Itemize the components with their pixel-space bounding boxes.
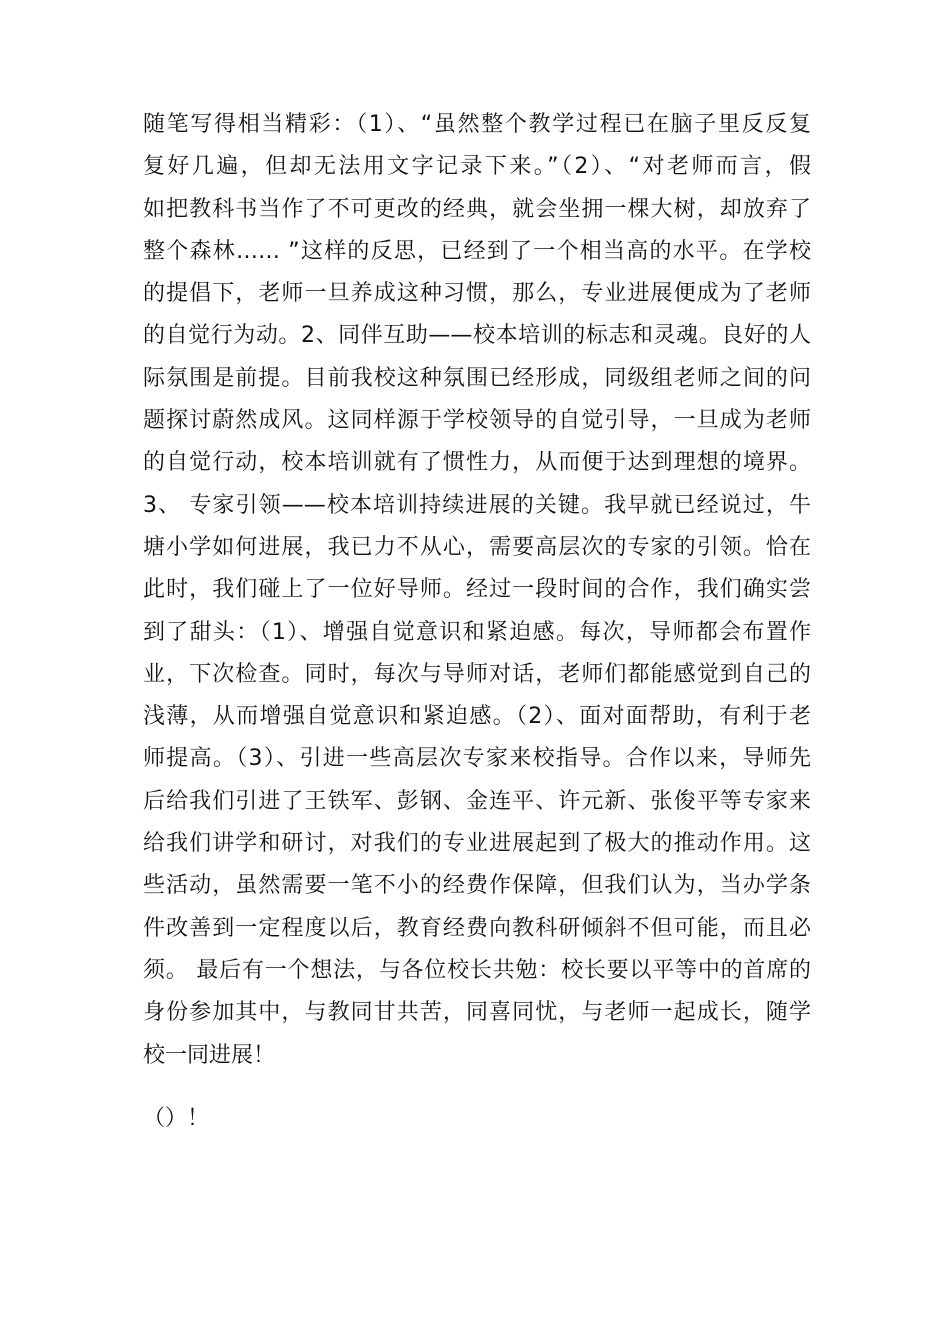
text-line: 塘小学如何进展，我已力不从心，需要高层次的专家的引领。恰在 <box>143 534 811 560</box>
text-line: 此时，我们碰上了一位好导师。经过一段时间的合作，我们确实尝 <box>143 577 811 603</box>
text-line: 给我们讲学和研讨，对我们的专业进展起到了极大的推动作用。这 <box>143 831 811 857</box>
text-line: 复好几遍，但却无法用文字记录下来。”（2）、“对老师而言，假 <box>143 154 811 180</box>
text-line: 随笔写得相当精彩：（1）、“虽然整个教学过程已在脑子里反反复 <box>143 112 811 137</box>
text-line: 到了甜头：（1）、增强自觉意识和紧迫感。每次，导师都会布置作 <box>143 619 811 645</box>
text-line: 如把教科书当作了不可更改的经典，就会坐拥一棵大树，却放弃了 <box>143 196 811 222</box>
text-line: 际氛围是前提。目前我校这种氛围已经形成，同级组老师之间的问 <box>143 365 811 391</box>
text-line: 的提倡下，老师一旦养成这种习惯，那么，专业进展便成为了老师 <box>143 281 811 307</box>
text-line: 整个森林…… ”这样的反思，已经到了一个相当高的水平。在学校 <box>143 238 811 264</box>
text-line: 的自觉行动，校本培训就有了惯性力，从而便于达到理想的境界。 <box>143 450 811 476</box>
text-line: 件改善到一定程度以后，教育经费向教科研倾斜不但可能，而且必 <box>143 915 811 941</box>
text-line: 题探讨蔚然成风。这同样源于学校领导的自觉引导，一旦成为老师 <box>143 408 811 434</box>
body-paragraph <box>143 104 811 1077</box>
text-line: 浅薄，从而增强自觉意识和紧迫感。（2）、面对面帮助，有利于老 <box>143 704 811 730</box>
text-line: 些活动，虽然需要一笔不小的经费作保障，但我们认为，当办学条 <box>143 873 811 899</box>
text-line: 师提高。（3）、引进一些高层次专家来校指导。合作以来，导师先 <box>143 746 811 772</box>
text-line: 业，下次检查。同时，每次与导师对话，老师们都能感觉到自己的 <box>143 661 811 687</box>
tail-text: （）！ <box>143 1106 210 1131</box>
text-line: 须。 最后有一个想法，与各位校长共勉：校长要以平等中的首席的 <box>143 957 811 983</box>
text-line: 的自觉行为动。2、同伴互助——校本培训的标志和灵魂。良好的人 <box>143 323 811 349</box>
text-line: 后给我们引进了王铁军、彭钢、金连平、许元新、张俊平等专家来 <box>143 788 811 814</box>
text-line: 3、 专家引领——校本培训持续进展的关键。我早就已经说过，牛 <box>143 492 811 518</box>
text-line: 身份参加其中，与教同甘共苦，同喜同忧，与老师一起成长，随学 <box>143 1000 811 1026</box>
text-line: 校一同进展！ <box>143 1042 276 1068</box>
